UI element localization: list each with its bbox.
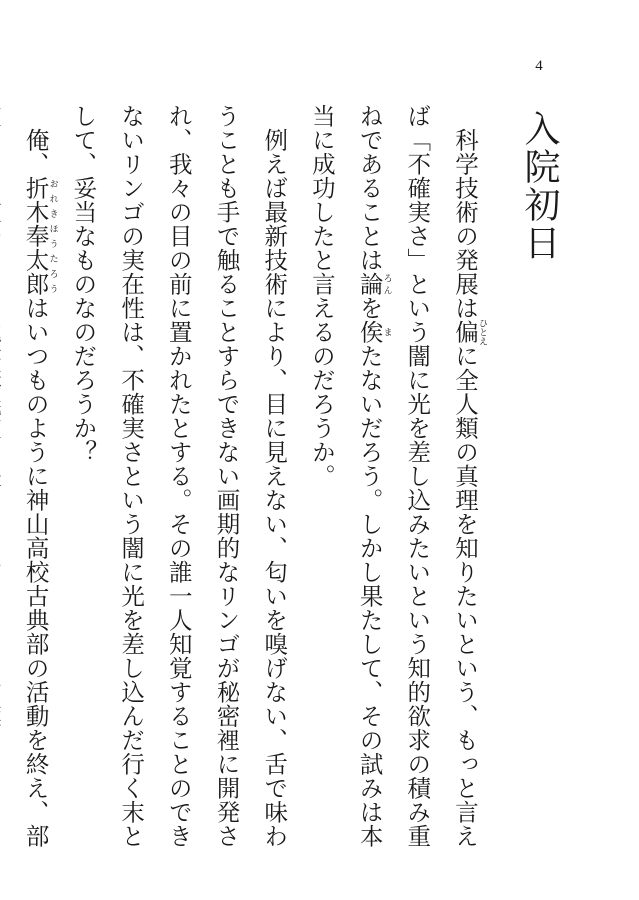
ruby-hitoe <box>451 318 487 345</box>
paragraph-1 <box>297 104 488 864</box>
ruby-reading: ろん <box>381 272 392 296</box>
ruby-base: 偏 <box>451 318 479 345</box>
page-number: 4 <box>535 58 543 74</box>
ruby-oreki-houtarou <box>21 175 58 296</box>
paragraph-3-text-a: 俺、 <box>21 127 50 176</box>
paragraph-1-text-c: を <box>355 296 384 320</box>
paragraph-3-text-b: はいつものように神山高校古典部の活動を終え、部 <box>21 295 50 848</box>
ruby-reading: ひとえ <box>477 318 487 345</box>
ruby-reading: おれきほうたろう <box>47 175 58 296</box>
ruby-ma <box>355 320 392 344</box>
ruby-base: 折木奉太郎 <box>21 175 50 296</box>
ruby-base: 俟 <box>355 320 384 344</box>
paragraph-1-text-a: 科学技術の発展は <box>451 127 479 320</box>
body-text <box>21 104 488 864</box>
paragraph-1-text-d: たないだろう。しかし果たして、その試みは本当に成功したと言えるのだろうか。 <box>307 104 384 848</box>
chapter-title: 入院初日 <box>519 110 560 262</box>
paragraph-2: 例えば最新技術により、目に見えない、匂いを嗅げない、舌で味わうことも手で触ることすらできない画期的なリンゴが秘密裡に開発され、我々の目の前に置かれたとする。その誰一人知覚することのできないリンゴの実在性は、不確実さという闇に光を差し込んだ行く末として、妥当なものなのだろうか？ <box>69 104 289 848</box>
paragraph-1-text-b: に全人類の真理を知りたいという、もっと言えば「不確実さ」という闇に光を差し込みたいという知的欲求の積み重ねであることは <box>355 104 479 848</box>
ruby-ron <box>355 272 392 296</box>
ruby-reading: ま <box>381 320 392 344</box>
paragraph-3 <box>0 104 59 864</box>
ruby-base: 論 <box>355 272 384 296</box>
